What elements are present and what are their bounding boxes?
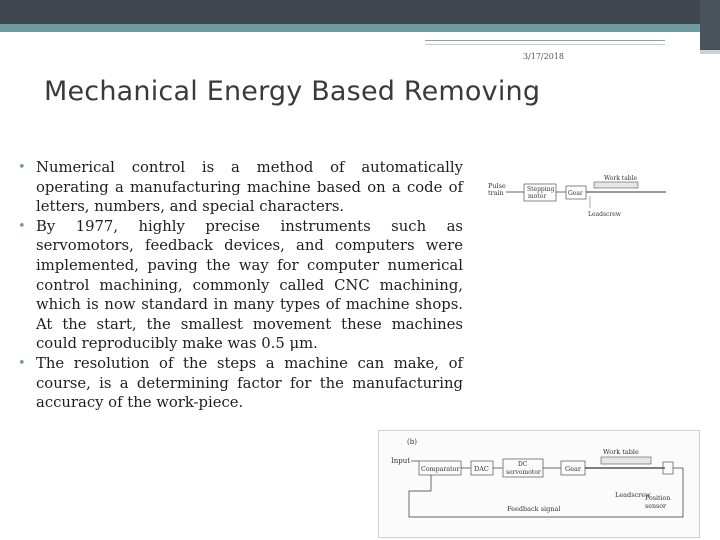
open-loop-diagram [470, 166, 700, 221]
stepping-motor-label-2: motor [528, 193, 547, 200]
feedback-signal-label: Feedback signal [507, 505, 561, 513]
bullet-item [16, 217, 463, 354]
work-table-label: Work table [604, 175, 638, 182]
bullet-text: The resolution of the steps a machine can make, of course, is a determining factor for the manufacturing accuracy of the work-piece. [36, 354, 463, 412]
closed-loop-diagram [378, 430, 700, 538]
position-sensor-label-1: Position [645, 495, 671, 502]
header-rule-secondary [425, 44, 665, 45]
gear-label-b: Gear [565, 465, 582, 473]
leadscrew-label-b: Leadscrew [615, 491, 651, 499]
bullet-item [16, 158, 463, 217]
bullet-icon: • [18, 160, 26, 175]
stepping-motor-label-1: Stepping [527, 186, 555, 193]
pulse-train-label-1: Pulse [488, 182, 506, 190]
comparator-label: Comparator [421, 466, 460, 473]
bullet-icon: • [18, 218, 26, 234]
panel-label: (b) [407, 438, 417, 446]
work-table-label-b: Work table [603, 448, 639, 456]
pulse-train-label-2: train [488, 189, 504, 197]
leadscrew-label: Leadscrew [588, 211, 621, 218]
work-table-box-b [601, 457, 651, 464]
bullet-text: By 1977, highly precise instruments such as servomotors, feedback devices, and computers were implemented, paving the way for computer numerical control machining, commonly called CNC machining, which is now standard in many types of machine shops. At the start, the smallest movement these machines could reproducibly make was 0.5 μm. [36, 217, 463, 353]
feedback-to-comparator [419, 475, 431, 491]
header-rule [425, 40, 665, 41]
corner-decoration [700, 0, 720, 50]
slide-title: Mechanical Energy Based Removing [44, 76, 541, 107]
gear-label: Gear [568, 190, 583, 197]
bullet-list [16, 158, 463, 413]
slide-date: 3/17/2018 [522, 52, 564, 61]
bullet-item [16, 354, 463, 413]
dac-label: DAC [474, 465, 489, 473]
position-sensor-label-2: sensor [645, 503, 667, 510]
bullet-text: Numerical control is a method of automatically operating a manufacturing machine based on a code of letters, numbers, and special characters. [36, 159, 463, 216]
header-band [0, 0, 700, 24]
header-accent-band [0, 24, 700, 32]
corner-decoration-light [700, 50, 720, 54]
servomotor-label-1: DC [518, 461, 528, 468]
servomotor-label-2: servomotor [506, 469, 541, 476]
bullet-icon: • [18, 355, 26, 371]
work-table-box [594, 182, 638, 188]
input-label: Input [391, 457, 411, 465]
